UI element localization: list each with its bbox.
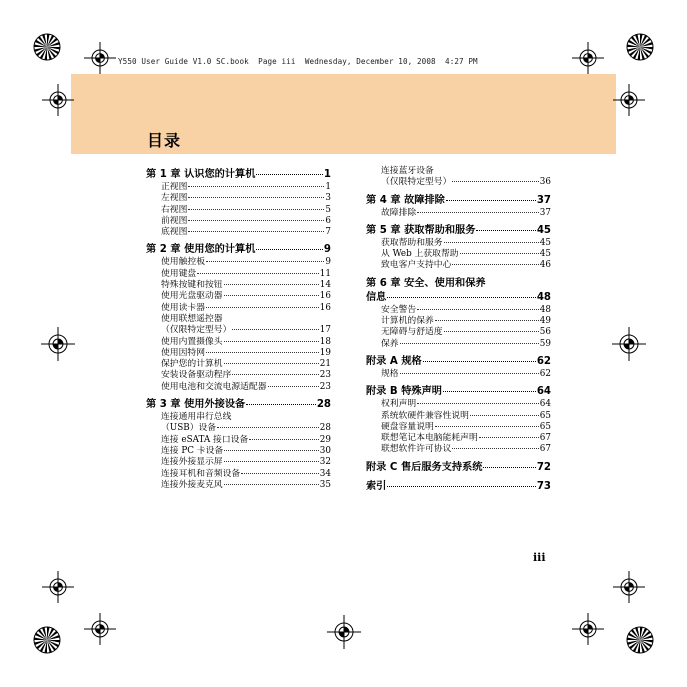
dot-leader bbox=[443, 390, 536, 392]
registration-star-icon bbox=[625, 625, 655, 655]
toc-entry bbox=[146, 205, 331, 216]
toc-text: 附录 C 售后服务支持系统 bbox=[366, 461, 483, 473]
toc-text: 使用电池和交流电源适配器 bbox=[161, 381, 267, 392]
toc-left-column bbox=[146, 168, 331, 491]
toc-text: 第 6 章 安全、使用和保养 bbox=[366, 277, 486, 289]
toc-text: 故障排除 bbox=[381, 207, 417, 218]
toc-entry bbox=[146, 216, 331, 227]
toc-entry bbox=[146, 280, 331, 291]
dot-leader bbox=[452, 180, 538, 182]
toc-entry bbox=[146, 303, 331, 314]
toc-entry bbox=[366, 433, 551, 444]
registration-crosshair-icon bbox=[613, 84, 645, 116]
dot-leader bbox=[460, 252, 539, 254]
toc-text: （仅限特定型号） bbox=[381, 177, 452, 188]
registration-crosshair-icon bbox=[42, 571, 74, 603]
toc-text: 致电客户支持中心 bbox=[381, 260, 452, 271]
dot-leader bbox=[476, 229, 535, 231]
toc-page-number: 62 bbox=[536, 355, 551, 367]
toc-entry bbox=[146, 457, 331, 468]
dot-leader bbox=[470, 414, 539, 416]
toc-page-number: 14 bbox=[319, 280, 331, 291]
toc-chapter-heading bbox=[366, 385, 551, 399]
toc-page-number: 67 bbox=[539, 444, 551, 455]
toc-entry bbox=[366, 177, 551, 188]
toc-text: 第 4 章 故障排除 bbox=[366, 194, 445, 206]
toc-page-number: 9 bbox=[325, 257, 331, 268]
toc-page-number: 5 bbox=[325, 204, 331, 215]
dot-leader bbox=[268, 385, 319, 387]
toc-page-number: 21 bbox=[319, 359, 331, 370]
toc-text: 使用内置摄像头 bbox=[161, 336, 223, 347]
toc-page-number: 34 bbox=[319, 468, 331, 479]
toc-page-number: 1 bbox=[325, 182, 331, 192]
dot-leader bbox=[387, 485, 535, 487]
dot-leader bbox=[479, 436, 539, 438]
toc-entry bbox=[366, 369, 551, 380]
toc-text: （仅限特定型号） bbox=[161, 325, 232, 336]
toc-text: 连接耳机和音频设备 bbox=[161, 468, 241, 479]
toc-text: 连接蓝牙设备 bbox=[381, 166, 434, 176]
toc-text: 保养 bbox=[381, 338, 399, 349]
dot-leader bbox=[224, 362, 319, 364]
dot-leader bbox=[417, 402, 539, 404]
dot-leader bbox=[224, 340, 319, 342]
toc-chapter-heading bbox=[366, 461, 551, 475]
registration-crosshair-icon bbox=[327, 615, 361, 649]
toc-page-number: 23 bbox=[319, 381, 331, 392]
toc-text: 使用读卡器 bbox=[161, 302, 205, 313]
dot-leader bbox=[446, 199, 536, 201]
dot-leader bbox=[188, 196, 324, 198]
toc-page-number: 16 bbox=[319, 302, 331, 313]
dot-leader bbox=[256, 173, 322, 175]
toc-page-number: 65 bbox=[539, 421, 551, 432]
toc-entry bbox=[146, 412, 331, 423]
toc-page-number: 16 bbox=[319, 291, 331, 302]
dot-leader bbox=[232, 373, 318, 375]
dot-leader bbox=[400, 342, 539, 344]
dot-leader bbox=[206, 351, 319, 353]
toc-page-number: 23 bbox=[319, 370, 331, 381]
dot-leader bbox=[224, 283, 319, 285]
dot-leader bbox=[435, 425, 539, 427]
toc-chapter-heading bbox=[146, 168, 331, 182]
toc-chapter-heading bbox=[366, 277, 551, 291]
toc-text: 正视图 bbox=[161, 182, 188, 192]
toc-text: 无障碍与舒适度 bbox=[381, 327, 443, 338]
toc-page-number: 48 bbox=[539, 304, 551, 315]
dot-leader bbox=[188, 219, 324, 221]
toc-page-number: 29 bbox=[319, 434, 331, 445]
dot-leader bbox=[241, 472, 319, 474]
toc-chapter-heading bbox=[146, 398, 331, 412]
toc-entry bbox=[146, 325, 331, 336]
registration-crosshair-icon bbox=[572, 42, 604, 74]
toc-entry bbox=[146, 370, 331, 381]
toc-page-number: 65 bbox=[539, 410, 551, 421]
registration-crosshair-icon bbox=[42, 84, 74, 116]
toc-chapter-heading bbox=[366, 355, 551, 369]
toc-text: 权利声明 bbox=[381, 399, 417, 410]
page-title: 目录 bbox=[147, 131, 182, 150]
toc-right-column bbox=[366, 166, 551, 494]
toc-page-number: 28 bbox=[316, 399, 331, 411]
toc-entry bbox=[366, 411, 551, 422]
toc-page-number: 6 bbox=[325, 215, 331, 226]
toc-text: 特殊按键和按钮 bbox=[161, 280, 223, 291]
toc-entry bbox=[146, 269, 331, 280]
toc-text: 系统软硬件兼容性说明 bbox=[381, 410, 469, 421]
toc-page-number: 19 bbox=[319, 347, 331, 358]
toc-entry bbox=[146, 193, 331, 204]
dot-leader bbox=[452, 263, 538, 265]
dot-leader bbox=[188, 185, 324, 187]
dot-leader bbox=[483, 466, 535, 468]
registration-star-icon bbox=[625, 32, 655, 62]
toc-chapter-heading bbox=[366, 194, 551, 208]
dot-leader bbox=[249, 438, 319, 440]
toc-page-number: 30 bbox=[319, 445, 331, 456]
dot-leader bbox=[224, 449, 319, 451]
toc-text: 计算机的保养 bbox=[381, 316, 434, 327]
toc-text: 第 1 章 认识您的计算机 bbox=[146, 169, 256, 180]
toc-entry bbox=[366, 339, 551, 350]
toc-text: 底视图 bbox=[161, 227, 188, 238]
toc-text: 联想软件许可协议 bbox=[381, 444, 452, 455]
toc-text: 使用触控板 bbox=[161, 257, 205, 268]
toc-text: 使用光盘驱动器 bbox=[161, 291, 223, 302]
toc-text: 规格 bbox=[381, 368, 399, 379]
toc-page-number: 1 bbox=[323, 169, 331, 180]
toc-text: （USB）设备 bbox=[161, 423, 217, 434]
toc-text: 连接 eSATA 接口设备 bbox=[161, 434, 249, 445]
toc-entry bbox=[146, 337, 331, 348]
toc-page-number: 28 bbox=[319, 423, 331, 434]
toc-page-number: 48 bbox=[536, 291, 551, 303]
toc-text: 连接 PC 卡设备 bbox=[161, 445, 224, 456]
toc-page-number: 62 bbox=[539, 368, 551, 379]
toc-text: 硬盘容量说明 bbox=[381, 421, 434, 432]
toc-page-number: 17 bbox=[319, 325, 331, 336]
dot-leader bbox=[188, 230, 324, 232]
dot-leader bbox=[232, 328, 318, 330]
toc-page-number: 37 bbox=[539, 207, 551, 218]
toc-page-number: 59 bbox=[539, 338, 551, 349]
dot-leader bbox=[206, 306, 319, 308]
dot-leader bbox=[217, 426, 319, 428]
toc-entry bbox=[366, 327, 551, 338]
toc-chapter-heading bbox=[366, 291, 551, 305]
toc-chapter-heading bbox=[366, 224, 551, 238]
registration-crosshair-icon bbox=[84, 613, 116, 645]
dot-leader bbox=[206, 260, 324, 262]
dot-leader bbox=[417, 308, 539, 310]
dot-leader bbox=[423, 360, 536, 362]
toc-page-number: 37 bbox=[536, 194, 551, 206]
toc-text: 安全警告 bbox=[381, 304, 417, 315]
toc-entry bbox=[366, 305, 551, 316]
toc-entry bbox=[146, 348, 331, 359]
toc-text: 附录 A 规格 bbox=[366, 355, 422, 367]
toc-page-number: 73 bbox=[536, 480, 551, 492]
toc-page-number: 32 bbox=[319, 457, 331, 468]
dot-leader bbox=[224, 294, 319, 296]
toc-text: 连接通用串行总线 bbox=[161, 412, 232, 423]
toc-text: 第 2 章 使用您的计算机 bbox=[146, 244, 256, 256]
toc-entry bbox=[366, 316, 551, 327]
toc-page-number: 36 bbox=[539, 177, 551, 188]
toc-entry bbox=[146, 382, 331, 393]
toc-page-number: 9 bbox=[323, 244, 331, 256]
dot-leader bbox=[400, 372, 539, 374]
toc-page-number: 46 bbox=[539, 260, 551, 271]
toc-entry bbox=[146, 469, 331, 480]
registration-crosshair-icon bbox=[41, 327, 75, 361]
toc-text: 连接外接麦克风 bbox=[161, 479, 223, 490]
toc-entry bbox=[146, 257, 331, 268]
toc-text: 从 Web 上获取帮助 bbox=[381, 249, 459, 260]
toc-entry bbox=[366, 238, 551, 249]
toc-page-number: 72 bbox=[536, 461, 551, 473]
toc-text: 左视图 bbox=[161, 193, 188, 204]
toc-text: 安装设备驱动程序 bbox=[161, 370, 232, 381]
dot-leader bbox=[224, 483, 319, 485]
toc-entry bbox=[366, 208, 551, 219]
toc-page-number: 64 bbox=[536, 386, 551, 398]
toc-entry bbox=[366, 260, 551, 271]
registration-crosshair-icon bbox=[84, 42, 116, 74]
toc-text: 获取帮助和服务 bbox=[381, 237, 443, 248]
dot-leader bbox=[224, 460, 319, 462]
toc-text: 使用键盘 bbox=[161, 268, 197, 279]
toc-text: 右视图 bbox=[161, 204, 188, 215]
dot-leader bbox=[452, 447, 538, 449]
registration-crosshair-icon bbox=[612, 327, 646, 361]
toc-page-number: 64 bbox=[539, 399, 551, 410]
toc-text: 保护您的计算机 bbox=[161, 359, 223, 370]
toc-page-number: 49 bbox=[539, 316, 551, 327]
toc-entry bbox=[366, 399, 551, 410]
toc-text: 使用因特网 bbox=[161, 347, 205, 358]
running-header: Y550 User Guide V1.0 SC.book Page iii Wednesday, December 10, 2008 4:27 PM bbox=[118, 57, 478, 66]
toc-entry bbox=[146, 446, 331, 457]
toc-entry bbox=[366, 422, 551, 433]
toc-text: 使用联想遥控器 bbox=[161, 313, 223, 324]
dot-leader bbox=[188, 208, 324, 210]
toc-entry bbox=[146, 291, 331, 302]
toc-entry bbox=[366, 249, 551, 260]
toc-text: 第 5 章 获取帮助和服务 bbox=[366, 224, 476, 236]
toc-text: 索引 bbox=[366, 480, 387, 492]
toc-page-number: 35 bbox=[319, 479, 331, 490]
registration-star-icon bbox=[32, 32, 62, 62]
toc-entry bbox=[366, 166, 551, 177]
toc-entry bbox=[146, 314, 331, 325]
toc-entry bbox=[146, 435, 331, 446]
toc-page-number: 45 bbox=[536, 224, 551, 236]
toc-text: 前视图 bbox=[161, 215, 188, 226]
toc-text: 连接外接显示屏 bbox=[161, 457, 223, 468]
toc-page-number: 7 bbox=[325, 227, 331, 238]
toc-entry bbox=[146, 423, 331, 434]
toc-page-number: 3 bbox=[325, 193, 331, 204]
dot-leader bbox=[256, 248, 322, 250]
toc-page-number: 45 bbox=[539, 249, 551, 260]
toc-entry bbox=[146, 182, 331, 193]
toc-page-number: 18 bbox=[319, 336, 331, 347]
toc-text: 附录 B 特殊声明 bbox=[366, 386, 442, 398]
toc-entry bbox=[366, 444, 551, 455]
toc-page-number: 45 bbox=[539, 237, 551, 248]
registration-crosshair-icon bbox=[572, 613, 604, 645]
dot-leader bbox=[417, 211, 539, 213]
toc-text: 第 3 章 使用外接设备 bbox=[146, 399, 246, 411]
dot-leader bbox=[246, 403, 316, 405]
dot-leader bbox=[444, 241, 539, 243]
dot-leader bbox=[197, 272, 319, 274]
dot-leader bbox=[387, 296, 535, 298]
toc-entry bbox=[146, 480, 331, 491]
toc-text: 联想笔记本电脑能耗声明 bbox=[381, 433, 478, 444]
toc-page-number: 11 bbox=[319, 268, 331, 279]
page-number: iii bbox=[533, 551, 546, 564]
registration-star-icon bbox=[32, 625, 62, 655]
toc-page-number: 67 bbox=[539, 433, 551, 444]
dot-leader bbox=[444, 330, 539, 332]
toc-entry bbox=[146, 359, 331, 370]
toc-chapter-heading bbox=[146, 243, 331, 257]
dot-leader bbox=[435, 319, 539, 321]
toc-chapter-heading bbox=[366, 480, 551, 494]
toc-entry bbox=[146, 227, 331, 238]
toc-text: 信息 bbox=[366, 291, 387, 303]
registration-crosshair-icon bbox=[613, 571, 645, 603]
toc-page-number: 56 bbox=[539, 327, 551, 338]
